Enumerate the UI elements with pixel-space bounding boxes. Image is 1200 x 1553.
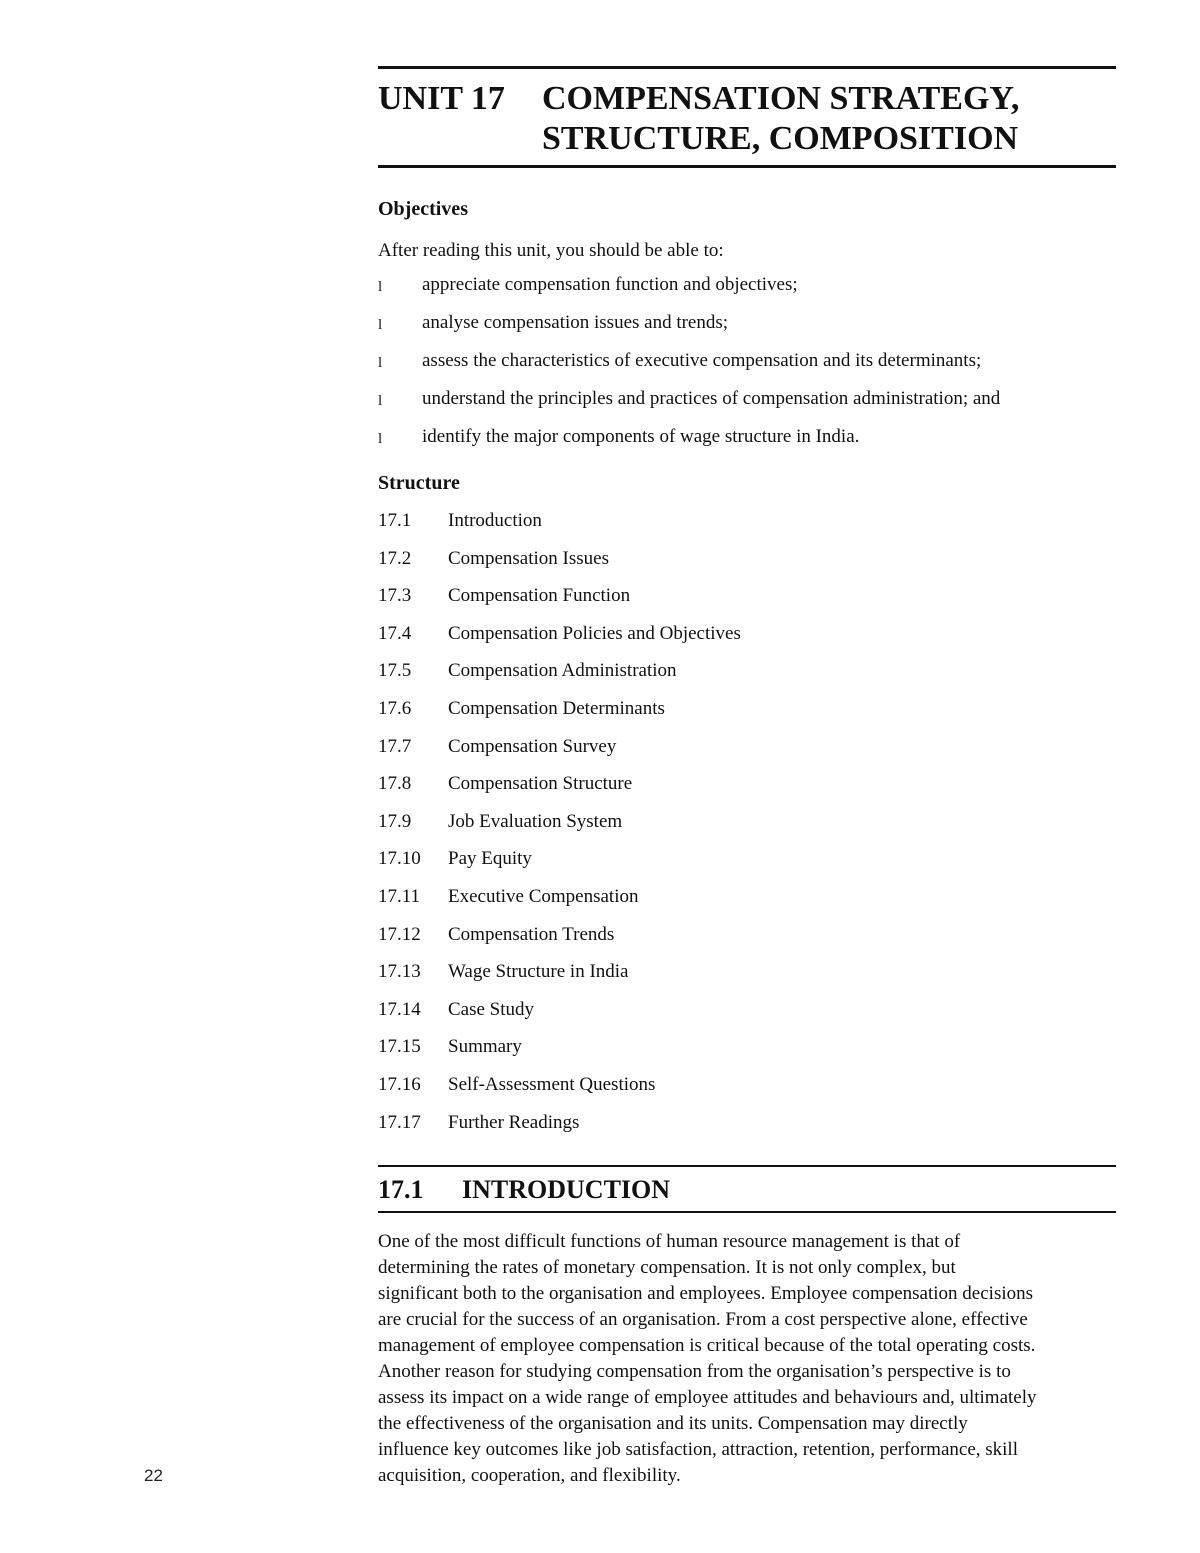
toc-item bbox=[378, 997, 1116, 1035]
paragraph-line: management of employee compensation is critical because of the total operating costs. bbox=[378, 1335, 1036, 1357]
list-item bbox=[378, 424, 1116, 462]
toc-item bbox=[378, 658, 1116, 696]
toc-item bbox=[378, 846, 1116, 884]
unit-title-line-1: COMPENSATION STRATEGY, bbox=[542, 80, 1020, 117]
introduction-paragraph bbox=[378, 1229, 1116, 1489]
unit-number: UNIT 17 bbox=[378, 80, 505, 117]
toc-label: Compensation Administration bbox=[448, 660, 677, 682]
paragraph-line: influence key outcomes like job satisfaction, attraction, retention, performance, skill bbox=[378, 1439, 1018, 1461]
toc-item bbox=[378, 1072, 1116, 1110]
structure-heading: Structure bbox=[378, 472, 460, 494]
toc-item bbox=[378, 696, 1116, 734]
toc-number: 17.14 bbox=[378, 998, 421, 1020]
toc-label: Compensation Trends bbox=[448, 923, 615, 945]
section-number: 17.1 bbox=[378, 1175, 424, 1205]
section-bottom-rule bbox=[378, 1211, 1116, 1213]
toc-label: Executive Compensation bbox=[448, 885, 639, 907]
toc-label: Compensation Structure bbox=[448, 773, 633, 795]
toc-item bbox=[378, 771, 1116, 809]
paragraph-line: determining the rates of monetary compensation. It is not only complex, but bbox=[378, 1257, 956, 1279]
toc-item bbox=[378, 1034, 1116, 1072]
toc-number: 17.11 bbox=[378, 885, 421, 907]
toc-number: 17.8 bbox=[378, 773, 412, 795]
toc-label: Further Readings bbox=[448, 1111, 580, 1133]
toc-label: Wage Structure in India bbox=[448, 961, 629, 983]
toc-number: 17.13 bbox=[378, 961, 421, 983]
objective-text: identify the major components of wage structure in India. bbox=[422, 426, 860, 447]
page-number: 22 bbox=[144, 1466, 163, 1485]
toc-number: 17.3 bbox=[378, 585, 412, 607]
toc-item bbox=[378, 734, 1116, 772]
toc-number: 17.12 bbox=[378, 923, 421, 945]
paragraph-line: the effectiveness of the organisation and its units. Compensation may directly bbox=[378, 1413, 968, 1435]
paragraph-line: Another reason for studying compensation from the organisation’s perspective is to bbox=[378, 1361, 1011, 1383]
bullet-mark: l bbox=[378, 355, 383, 371]
toc-item bbox=[378, 508, 1116, 546]
unit-title-line-2: STRUCTURE, COMPOSITION bbox=[542, 120, 1019, 157]
toc-number: 17.15 bbox=[378, 1036, 421, 1058]
toc-label: Introduction bbox=[448, 510, 542, 531]
toc-label: Job Evaluation System bbox=[448, 810, 623, 832]
objective-text: appreciate compensation function and objectives; bbox=[422, 274, 798, 295]
paragraph-line: acquisition, cooperation, and flexibility. bbox=[378, 1465, 681, 1487]
list-item bbox=[378, 348, 1116, 386]
toc-item bbox=[378, 959, 1116, 997]
toc-number: 17.9 bbox=[378, 810, 412, 832]
toc-item bbox=[378, 621, 1116, 659]
toc-number: 17.16 bbox=[378, 1073, 421, 1095]
paragraph-line: assess its impact on a wide range of employee attitudes and behaviours and, ultimately bbox=[378, 1387, 1037, 1409]
objective-text: understand the principles and practices of compensation administration; and bbox=[422, 388, 1001, 409]
objective-text: assess the characteristics of executive compensation and its determinants; bbox=[422, 350, 982, 371]
toc-number: 17.2 bbox=[378, 547, 412, 569]
toc-label: Compensation Survey bbox=[448, 735, 617, 757]
list-item bbox=[378, 272, 1116, 310]
list-item bbox=[378, 386, 1116, 424]
toc-item bbox=[378, 583, 1116, 621]
toc-number: 17.10 bbox=[378, 848, 421, 870]
list-item bbox=[378, 310, 1116, 348]
paragraph-line: significant both to the organisation and employees. Employee compensation decisions bbox=[378, 1283, 1034, 1305]
content-column bbox=[378, 66, 1116, 1489]
objective-text: analyse compensation issues and trends; bbox=[422, 312, 729, 333]
bullet-mark: l bbox=[378, 279, 383, 295]
toc-label: Self-Assessment Questions bbox=[448, 1073, 656, 1095]
unit-title bbox=[542, 79, 1019, 159]
toc-label: Compensation Function bbox=[448, 585, 631, 607]
toc-number: 17.17 bbox=[378, 1111, 421, 1133]
bullet-mark: l bbox=[378, 393, 383, 409]
toc-item bbox=[378, 922, 1116, 960]
unit-heading bbox=[378, 69, 1116, 165]
toc-label: Compensation Policies and Objectives bbox=[448, 622, 741, 644]
objectives-intro: After reading this unit, you should be able to: bbox=[378, 240, 724, 261]
toc-item bbox=[378, 809, 1116, 847]
toc-number: 17.7 bbox=[378, 735, 412, 757]
toc-number: 17.1 bbox=[378, 510, 412, 531]
toc-item bbox=[378, 884, 1116, 922]
toc-label: Case Study bbox=[448, 998, 535, 1020]
toc-label: Compensation Issues bbox=[448, 547, 609, 569]
toc-item bbox=[378, 1110, 1116, 1148]
objectives-list bbox=[378, 272, 1116, 462]
toc-label: Compensation Determinants bbox=[448, 697, 665, 719]
toc-item bbox=[378, 546, 1116, 584]
toc-number: 17.6 bbox=[378, 697, 412, 719]
toc-number: 17.4 bbox=[378, 622, 412, 644]
toc-label: Pay Equity bbox=[448, 848, 532, 870]
paragraph-line: are crucial for the success of an organisation. From a cost perspective alone, effective bbox=[378, 1309, 1028, 1331]
unit-heading-rule bbox=[378, 165, 1116, 168]
paragraph-line: One of the most difficult functions of human resource management is that of bbox=[378, 1231, 961, 1253]
section-title: INTRODUCTION bbox=[462, 1175, 671, 1205]
bullet-mark: l bbox=[378, 317, 383, 333]
objectives-heading: Objectives bbox=[378, 198, 468, 220]
section-heading bbox=[378, 1167, 1116, 1211]
toc-label: Summary bbox=[448, 1036, 522, 1058]
toc-number: 17.5 bbox=[378, 660, 412, 682]
introduction-section bbox=[378, 1165, 1116, 1489]
bullet-mark: l bbox=[378, 431, 383, 447]
structure-list bbox=[378, 508, 1116, 1147]
